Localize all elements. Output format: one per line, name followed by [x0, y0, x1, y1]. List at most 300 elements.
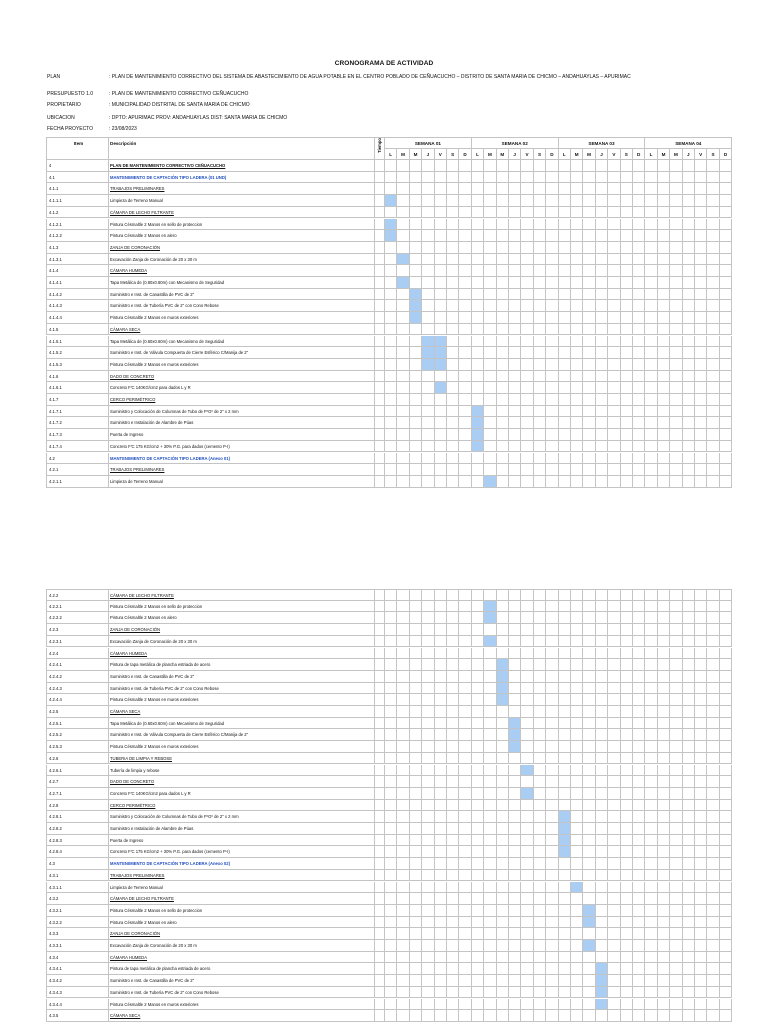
day-cell	[484, 636, 496, 648]
day-cell	[707, 999, 719, 1011]
day-cell	[521, 823, 533, 835]
day-cell	[683, 476, 695, 488]
day-cell	[546, 417, 558, 429]
row-description: Suministro e Inst. de Canastilla de PVC de 2"	[109, 289, 375, 301]
day-cell	[683, 207, 695, 219]
day-cell	[571, 671, 583, 683]
row-item-number: 4.2.4.3	[46, 683, 109, 695]
day-cell	[497, 207, 509, 219]
day-cell	[497, 823, 509, 835]
day-cell	[422, 659, 434, 671]
day-cell	[559, 987, 571, 999]
table-row	[46, 265, 688, 277]
day-cell	[695, 324, 707, 336]
day-cell	[596, 952, 608, 964]
day-cell	[397, 277, 409, 289]
day-cell	[670, 312, 682, 324]
day-cell	[707, 394, 719, 406]
day-cell	[658, 230, 670, 242]
day-cell	[546, 172, 558, 184]
day-cell	[484, 718, 496, 730]
day-cell	[435, 265, 447, 277]
day-cell	[385, 987, 397, 999]
day-cell	[608, 952, 620, 964]
day-cell	[472, 336, 484, 348]
day-cell	[422, 160, 434, 172]
day-cell	[422, 254, 434, 266]
row-item-number: 4.1.7.2	[46, 417, 109, 429]
day-cell	[683, 195, 695, 207]
day-cell	[633, 765, 645, 777]
day-cell	[497, 172, 509, 184]
day-cell	[683, 683, 695, 695]
day-cell	[472, 277, 484, 289]
row-item-number: 4.3.3	[46, 928, 109, 940]
day-cell	[459, 417, 471, 429]
day-cell	[484, 706, 496, 718]
day-cell	[707, 975, 719, 987]
day-cell	[385, 347, 397, 359]
day-cell	[472, 371, 484, 383]
day-cell	[559, 776, 571, 788]
row-tiempo	[375, 765, 385, 777]
day-cell	[521, 417, 533, 429]
day-cell	[633, 835, 645, 847]
day-cell	[447, 476, 459, 488]
day-cell	[497, 928, 509, 940]
day-cell	[633, 999, 645, 1011]
day-cell	[546, 659, 558, 671]
day-cell	[410, 277, 422, 289]
meta-ubicacion	[47, 115, 287, 121]
day-cell	[484, 312, 496, 324]
row-item-number: 4.1.7.3	[46, 429, 109, 441]
day-cell	[397, 254, 409, 266]
day-cell	[422, 589, 434, 601]
day-cell	[521, 324, 533, 336]
day-cell	[670, 347, 682, 359]
day-cell	[472, 429, 484, 441]
day-cell	[707, 230, 719, 242]
day-cell	[484, 835, 496, 847]
day-cell	[497, 648, 509, 660]
day-cell	[559, 659, 571, 671]
day-cell	[645, 601, 657, 613]
day-cell	[658, 406, 670, 418]
day-cell	[621, 987, 633, 999]
row-description: Pintura Césmaltle 2 Manos en muros exteriores	[109, 312, 375, 324]
day-cell	[385, 823, 397, 835]
day-cell	[497, 359, 509, 371]
day-cell	[397, 893, 409, 905]
row-item-number: 4.3.4.2	[46, 975, 109, 987]
day-cell	[509, 612, 521, 624]
day-cell	[447, 441, 459, 453]
day-cell	[596, 765, 608, 777]
day-cell	[720, 183, 732, 195]
day-cell	[497, 1010, 509, 1022]
row-description: Pintura Césmaltle 2 Manos en sello de proteccion	[109, 905, 375, 917]
day-cell	[497, 371, 509, 383]
day-cell	[484, 905, 496, 917]
day-cell	[484, 359, 496, 371]
day-cell	[422, 417, 434, 429]
day-cell	[447, 359, 459, 371]
day-cell	[645, 441, 657, 453]
day-cell	[645, 648, 657, 660]
day-cell	[509, 999, 521, 1011]
day-cell	[521, 394, 533, 406]
day-cell	[559, 265, 571, 277]
day-cell	[521, 893, 533, 905]
day-cell	[695, 265, 707, 277]
row-tiempo	[375, 453, 385, 465]
day-cell	[534, 729, 546, 741]
day-cell	[447, 382, 459, 394]
day-cell	[422, 835, 434, 847]
day-cell	[707, 905, 719, 917]
day-cell	[608, 300, 620, 312]
day-cell	[410, 659, 422, 671]
day-cell	[559, 917, 571, 929]
day-cell	[546, 441, 558, 453]
day-cell	[385, 242, 397, 254]
day-cell	[583, 683, 595, 695]
day-cell	[435, 382, 447, 394]
row-description: DADO DE CONCRETO	[109, 371, 375, 383]
day-cell	[608, 464, 620, 476]
day-cell	[385, 429, 397, 441]
day-cell	[459, 729, 471, 741]
day-cell	[670, 160, 682, 172]
day-cell	[583, 371, 595, 383]
day-cell	[683, 347, 695, 359]
day-cell	[571, 347, 583, 359]
day-cell	[707, 917, 719, 929]
day-cell	[658, 648, 670, 660]
day-cell	[670, 811, 682, 823]
day-cell	[546, 183, 558, 195]
day-cell	[410, 219, 422, 231]
day-cell	[521, 659, 533, 671]
day-cell	[447, 753, 459, 765]
day-cell	[447, 765, 459, 777]
day-header: D	[546, 149, 558, 161]
day-cell	[720, 371, 732, 383]
day-cell	[559, 753, 571, 765]
day-cell	[707, 893, 719, 905]
day-cell	[447, 835, 459, 847]
day-cell	[546, 347, 558, 359]
day-cell	[472, 835, 484, 847]
day-cell	[608, 671, 620, 683]
table-row	[46, 394, 688, 406]
day-cell	[447, 741, 459, 753]
day-cell	[410, 882, 422, 894]
day-cell	[521, 718, 533, 730]
day-cell	[670, 417, 682, 429]
day-cell	[497, 417, 509, 429]
row-description: CÁMARA HUMEDA	[109, 265, 375, 277]
day-cell	[397, 347, 409, 359]
row-tiempo	[375, 952, 385, 964]
day-cell	[695, 589, 707, 601]
day-cell	[385, 940, 397, 952]
day-cell	[472, 718, 484, 730]
day-cell	[707, 254, 719, 266]
day-header: V	[521, 149, 533, 161]
day-cell	[397, 882, 409, 894]
day-cell	[472, 952, 484, 964]
row-description: Tubería de limpia y rebose	[109, 765, 375, 777]
day-cell	[683, 917, 695, 929]
day-cell	[509, 429, 521, 441]
day-cell	[645, 940, 657, 952]
day-cell	[707, 776, 719, 788]
day-cell	[521, 289, 533, 301]
day-cell	[583, 858, 595, 870]
day-cell	[447, 336, 459, 348]
row-description: CÁMARA DE LECHO FILTRANTE	[109, 893, 375, 905]
table-row	[46, 289, 688, 301]
day-cell	[397, 765, 409, 777]
day-cell	[521, 277, 533, 289]
day-cell	[608, 683, 620, 695]
day-cell	[658, 441, 670, 453]
day-cell	[645, 718, 657, 730]
day-cell	[583, 359, 595, 371]
day-cell	[497, 659, 509, 671]
day-cell	[720, 999, 732, 1011]
day-cell	[720, 453, 732, 465]
header-item: Item	[46, 137, 109, 160]
day-cell	[447, 729, 459, 741]
day-cell	[633, 300, 645, 312]
day-cell	[534, 659, 546, 671]
day-cell	[459, 811, 471, 823]
day-cell	[707, 183, 719, 195]
day-cell	[583, 729, 595, 741]
day-cell	[645, 612, 657, 624]
day-cell	[435, 624, 447, 636]
day-cell	[583, 648, 595, 660]
day-cell	[534, 589, 546, 601]
row-tiempo	[375, 776, 385, 788]
day-cell	[695, 417, 707, 429]
meta-label: PRESUPUESTO 1.0	[47, 91, 94, 97]
row-tiempo	[375, 694, 385, 706]
day-cell	[571, 254, 583, 266]
day-cell	[534, 800, 546, 812]
day-cell	[571, 394, 583, 406]
day-cell	[596, 788, 608, 800]
row-item-number: 4.1.4	[46, 265, 109, 277]
day-cell	[695, 835, 707, 847]
day-cell	[459, 453, 471, 465]
day-header: S	[447, 149, 459, 161]
day-cell	[658, 371, 670, 383]
day-cell	[658, 636, 670, 648]
day-cell	[559, 371, 571, 383]
day-cell	[695, 636, 707, 648]
day-cell	[695, 160, 707, 172]
day-cell	[459, 312, 471, 324]
day-cell	[683, 464, 695, 476]
day-cell	[472, 788, 484, 800]
table-row	[46, 788, 688, 800]
day-cell	[509, 776, 521, 788]
day-cell	[695, 382, 707, 394]
day-cell	[608, 382, 620, 394]
day-cell	[422, 706, 434, 718]
day-cell	[583, 788, 595, 800]
day-cell	[608, 347, 620, 359]
day-cell	[695, 612, 707, 624]
day-cell	[670, 940, 682, 952]
day-cell	[645, 429, 657, 441]
day-cell	[621, 846, 633, 858]
day-cell	[720, 987, 732, 999]
day-header: D	[459, 149, 471, 161]
day-cell	[521, 453, 533, 465]
table-row	[46, 242, 688, 254]
day-cell	[633, 242, 645, 254]
day-cell	[422, 905, 434, 917]
day-cell	[645, 324, 657, 336]
day-cell	[422, 324, 434, 336]
day-cell	[621, 975, 633, 987]
day-cell	[459, 952, 471, 964]
day-cell	[720, 683, 732, 695]
day-cell	[645, 975, 657, 987]
day-cell	[720, 612, 732, 624]
day-cell	[633, 846, 645, 858]
day-cell	[559, 893, 571, 905]
day-cell	[484, 999, 496, 1011]
day-cell	[633, 905, 645, 917]
day-cell	[435, 429, 447, 441]
day-cell	[720, 846, 732, 858]
day-cell	[397, 612, 409, 624]
day-cell	[459, 706, 471, 718]
day-cell	[497, 963, 509, 975]
day-cell	[385, 718, 397, 730]
day-cell	[633, 612, 645, 624]
day-cell	[422, 718, 434, 730]
row-tiempo	[375, 846, 385, 858]
day-cell	[670, 905, 682, 917]
day-cell	[497, 882, 509, 894]
day-cell	[521, 648, 533, 660]
day-cell	[497, 893, 509, 905]
day-cell	[683, 394, 695, 406]
day-cell	[534, 347, 546, 359]
day-cell	[459, 589, 471, 601]
day-cell	[435, 476, 447, 488]
day-cell	[534, 858, 546, 870]
day-cell	[707, 846, 719, 858]
day-cell	[695, 242, 707, 254]
day-cell	[621, 195, 633, 207]
row-item-number: 4.2.7	[46, 776, 109, 788]
day-cell	[720, 429, 732, 441]
row-item-number: 4.1.4.2	[46, 289, 109, 301]
day-cell	[447, 659, 459, 671]
day-cell	[459, 882, 471, 894]
day-cell	[658, 394, 670, 406]
day-cell	[583, 741, 595, 753]
day-cell	[571, 464, 583, 476]
table-row	[46, 858, 688, 870]
day-cell	[497, 219, 509, 231]
table-row	[46, 811, 688, 823]
day-cell	[608, 476, 620, 488]
day-cell	[509, 893, 521, 905]
day-cell	[435, 195, 447, 207]
day-cell	[707, 835, 719, 847]
day-cell	[683, 776, 695, 788]
day-cell	[670, 963, 682, 975]
day-cell	[695, 940, 707, 952]
day-cell	[484, 601, 496, 613]
day-cell	[596, 219, 608, 231]
day-cell	[546, 870, 558, 882]
day-cell	[534, 336, 546, 348]
day-cell	[608, 835, 620, 847]
day-cell	[695, 858, 707, 870]
day-cell	[695, 230, 707, 242]
day-cell	[583, 882, 595, 894]
day-cell	[497, 441, 509, 453]
row-tiempo	[375, 324, 385, 336]
day-cell	[521, 406, 533, 418]
day-cell	[459, 277, 471, 289]
day-cell	[695, 406, 707, 418]
day-cell	[670, 800, 682, 812]
row-tiempo	[375, 741, 385, 753]
row-description: Suministro y Colocación de Columnas de Tubo de FºGº de 2" x 2 mm	[109, 406, 375, 418]
day-cell	[546, 394, 558, 406]
day-cell	[720, 835, 732, 847]
day-cell	[472, 453, 484, 465]
row-tiempo	[375, 870, 385, 882]
day-cell	[645, 336, 657, 348]
day-cell	[658, 1010, 670, 1022]
row-description: Suministro y Colocación de Columnas de Tubo de FºGº de 2" x 2 mm	[109, 811, 375, 823]
day-cell	[633, 476, 645, 488]
day-cell	[410, 963, 422, 975]
day-cell	[707, 417, 719, 429]
row-tiempo	[375, 671, 385, 683]
day-cell	[670, 589, 682, 601]
day-cell	[683, 589, 695, 601]
day-cell	[645, 230, 657, 242]
day-cell	[645, 183, 657, 195]
day-cell	[484, 870, 496, 882]
day-cell	[645, 741, 657, 753]
day-cell	[583, 694, 595, 706]
day-cell	[497, 987, 509, 999]
day-cell	[707, 359, 719, 371]
day-cell	[422, 406, 434, 418]
day-cell	[645, 265, 657, 277]
day-cell	[559, 1010, 571, 1022]
day-cell	[707, 706, 719, 718]
day-cell	[534, 776, 546, 788]
day-cell	[497, 917, 509, 929]
day-cell	[683, 601, 695, 613]
plan-label: PLAN	[47, 74, 61, 80]
